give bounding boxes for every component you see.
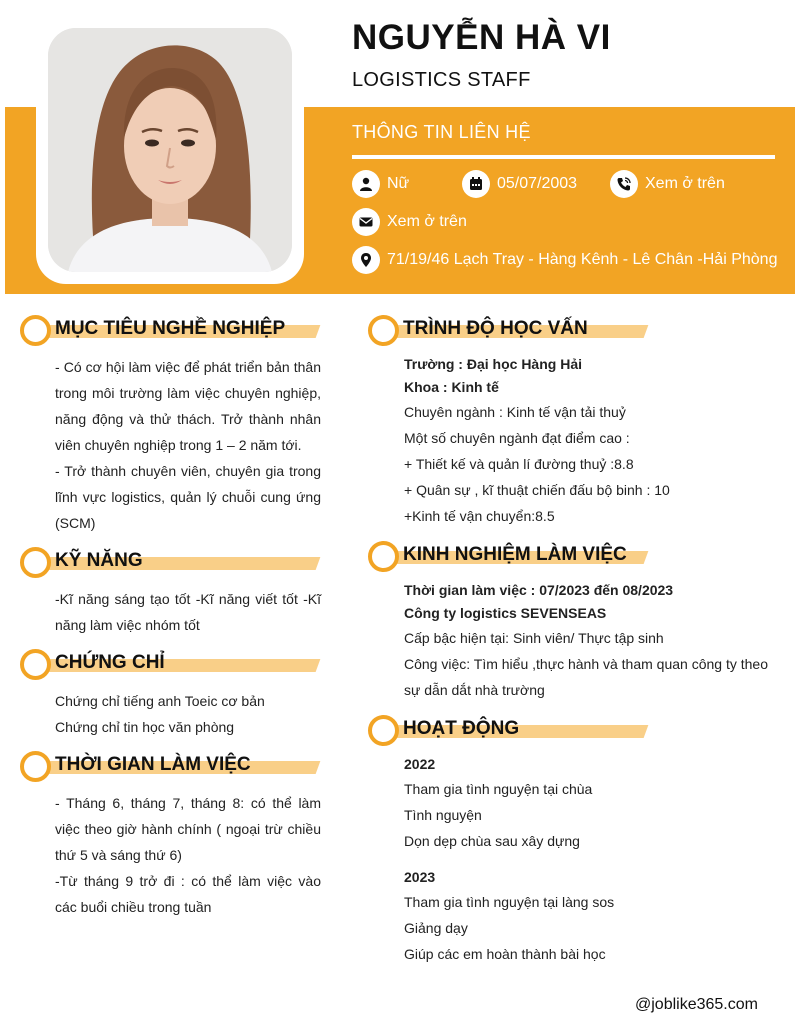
- section-title: HOẠT ĐỘNG: [403, 718, 520, 739]
- ring-icon: [368, 541, 399, 572]
- activity-item: Giảng dạy: [404, 920, 468, 936]
- contact-gender: [352, 170, 409, 198]
- contact-title: THÔNG TIN LIÊN HỆ: [352, 122, 531, 142]
- ring-icon: [20, 315, 51, 346]
- candidate-role: LOGISTICS STAFF: [352, 69, 531, 91]
- education-line: Chuyên ngành : Kinh tế vận tải thuỷ: [404, 404, 626, 420]
- section-certificates: [20, 649, 322, 683]
- ring-icon: [20, 547, 51, 578]
- email-icon: [352, 208, 380, 236]
- section-work-time: [20, 751, 322, 785]
- profile-photo: [48, 28, 292, 272]
- activity-item: Tình nguyện: [404, 807, 482, 823]
- education-line: +Kinh tế vận chuyển:8.5: [404, 508, 555, 524]
- education-line: + Quân sự , kĩ thuật chiến đấu bộ binh : 10: [404, 482, 670, 498]
- career-goal-text: [55, 354, 321, 536]
- calendar-icon: [462, 170, 490, 198]
- experience-position: Cấp bậc hiện tại: Sinh viên/ Thực tập sinh: [404, 630, 664, 646]
- experience-period: Thời gian làm việc : 07/2023 đến 08/2023: [404, 582, 674, 598]
- career-goal-p2: - Trở thành chuyên viên, chuyên gia trong lĩnh vực logistics, quản lý chuỗi cung ứng (SCM): [55, 463, 321, 531]
- section-career-goal: [20, 315, 322, 349]
- education-details: [404, 353, 784, 529]
- ring-icon: [368, 315, 399, 346]
- ring-icon: [20, 751, 51, 782]
- education-school: Trường : Đại học Hàng Hải: [404, 356, 582, 372]
- career-goal-p1: - Có cơ hội làm việc để phát triển bản thân trong môi trường làm việc chuyên nghiệp, năng động và thử thách. Trở thành nhân viên chuyên nghiệp trong 1 – 2 năm tới.: [55, 359, 321, 453]
- activity-item: Dọn dẹp chùa sau xây dựng: [404, 833, 580, 849]
- work-time-text: [55, 790, 321, 920]
- experience-job: Công việc: Tìm hiểu ,thực hành và tham quan công ty theo sự dẫn dắt nhà trường: [404, 656, 768, 698]
- watermark-text: @joblike365.com: [635, 996, 758, 1013]
- section-title: KINH NGHIỆM LÀM VIỆC: [403, 544, 627, 565]
- ring-icon: [368, 715, 399, 746]
- activity-year: 2023: [404, 869, 436, 885]
- activity-item: Tham gia tình nguyện tại làng sos: [404, 894, 615, 910]
- dob-value: 05/07/2003: [497, 175, 578, 192]
- activity-year: 2022: [404, 756, 436, 772]
- phone-icon: [610, 170, 638, 198]
- experience-details: [404, 579, 774, 703]
- work-time-p1: - Tháng 6, tháng 7, tháng 8: có thể làm việc theo giờ hành chính ( ngoại trừ chiều thứ 5 và sáng thứ 6): [55, 795, 321, 863]
- skills-text: [55, 586, 321, 638]
- contact-address: [352, 246, 777, 274]
- section-title: CHỨNG CHỈ: [55, 652, 165, 673]
- contact-divider: [352, 155, 775, 159]
- phone-value: Xem ở trên: [645, 175, 725, 192]
- gender-value: Nữ: [387, 175, 410, 192]
- activities-2022: [404, 753, 774, 854]
- activity-item: Tham gia tình nguyện tại chùa: [404, 781, 593, 797]
- contact-phone: [610, 170, 725, 198]
- section-title: KỸ NĂNG: [55, 550, 143, 571]
- skills-p1: -Kĩ năng sáng tạo tốt -Kĩ năng viết tốt -Kĩ năng làm việc nhóm tốt: [55, 591, 321, 633]
- section-skills: [20, 547, 322, 581]
- section-title: MỤC TIÊU NGHỀ NGHIỆP: [55, 318, 286, 339]
- experience-company: Công ty logistics SEVENSEAS: [404, 605, 607, 621]
- section-title: TRÌNH ĐỘ HỌC VẤN: [403, 318, 588, 339]
- certificates-list: [55, 688, 321, 740]
- work-time-p2: -Từ tháng 9 trở đi : có thể làm việc vào các buổi chiều trong tuần: [55, 873, 321, 915]
- education-faculty: Khoa : Kinh tế: [404, 379, 499, 395]
- section-experience: [368, 541, 648, 575]
- contact-email: [352, 208, 467, 236]
- email-value: Xem ở trên: [387, 213, 467, 230]
- section-education: [368, 315, 648, 349]
- education-line: Một số chuyên ngành đạt điểm cao :: [404, 430, 630, 446]
- certificate-item: Chứng chỉ tiếng anh Toeic cơ bản: [55, 693, 265, 709]
- activity-item: Giúp các em hoàn thành bài học: [404, 946, 606, 962]
- ring-icon: [20, 649, 51, 680]
- activities-2023: [404, 866, 774, 967]
- section-title: THỜI GIAN LÀM VIỆC: [55, 754, 251, 775]
- education-line: + Thiết kế và quản lí đường thuỷ :8.8: [404, 456, 634, 472]
- section-activities: [368, 715, 648, 749]
- location-pin-icon: [352, 246, 380, 274]
- contact-dob: [462, 170, 577, 198]
- address-value: 71/19/46 Lạch Tray - Hàng Kênh - Lê Chân -Hải Phòng: [387, 251, 778, 268]
- certificate-item: Chứng chỉ tin học văn phòng: [55, 719, 235, 735]
- candidate-name: NGUYỄN HÀ VI: [352, 18, 611, 57]
- person-icon: [352, 170, 380, 198]
